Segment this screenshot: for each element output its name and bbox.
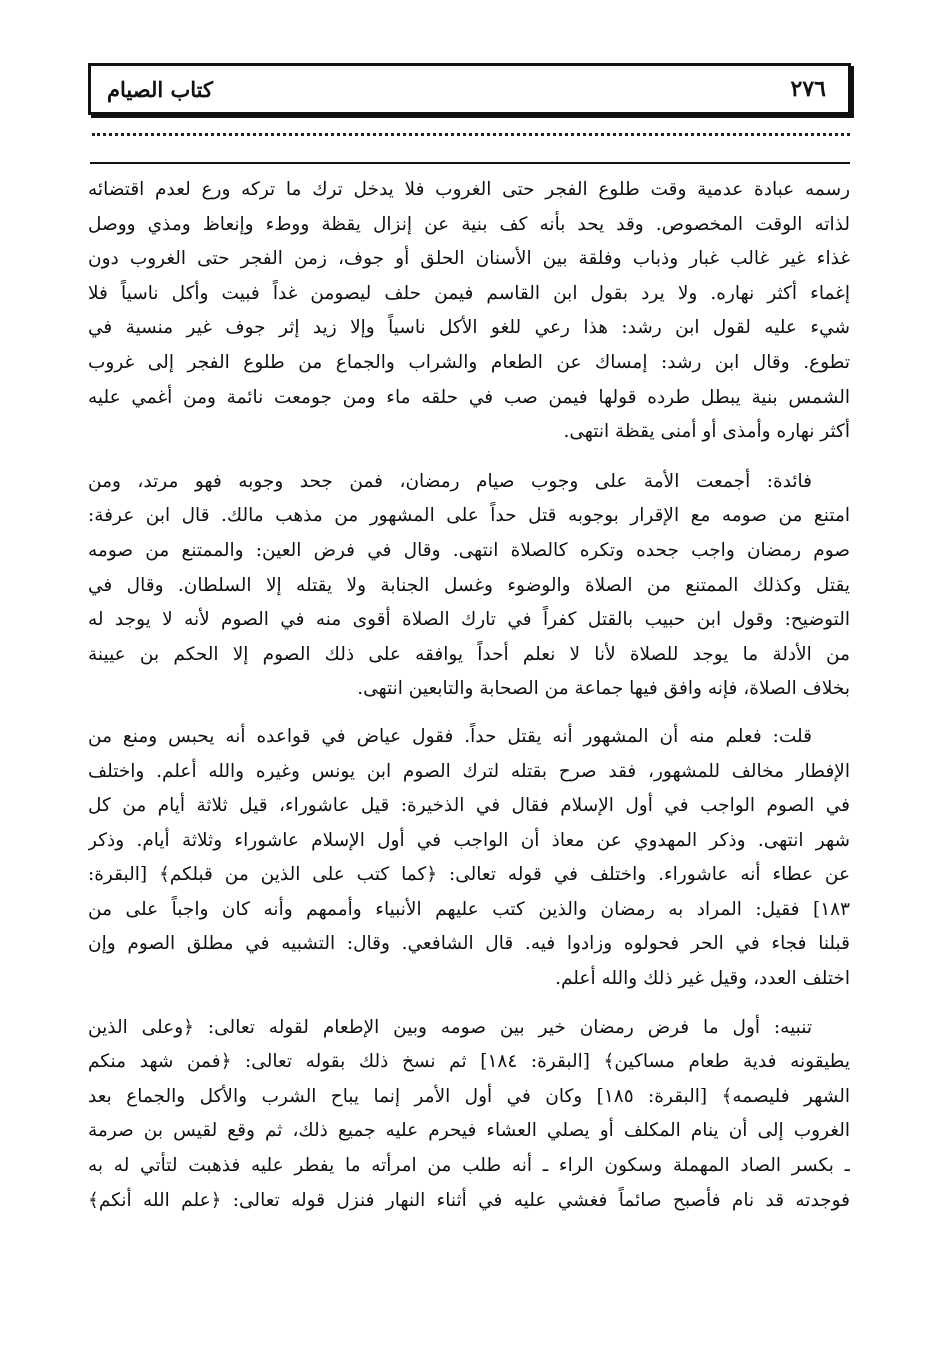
- text-line: الغروب إلى أن ينام المكلف أو يصلي العشاء فيحرم عليه جميع ذلك، ثم وقع لقيس بن صرمة: [88, 1120, 850, 1142]
- text-line: من الأدلة ما يوجد للصلاة لأنا لا نعلم أحداً يوافقه على ذلك الصوم إلا الحكم بن عيينة: [88, 643, 850, 665]
- text-line: غذاء غير غالب غبار وذباب وفلقة بين الأسنان الحلق أو جوف، زمن الفجر حتى الغروب دون: [88, 248, 850, 270]
- paragraph-definition: [88, 173, 850, 450]
- header-rule: [90, 162, 850, 164]
- paragraph-qultu: [88, 720, 850, 997]
- text-line: رسمه عبادة عدمية وقت طلوع الفجر حتى الغروب فلا يدخل ترك ما تركه ورع لعدم اقتضائه: [88, 179, 850, 200]
- dotted-separator: [92, 133, 850, 136]
- text-line: يقتل وكذلك الممتنع من الصلاة والوضوء وغسل الجنابة ولا يقتله إلا السلطان. وقال في: [88, 574, 850, 596]
- text-line: اختلف العدد، وقيل غير ذلك والله أعلم.: [555, 968, 850, 990]
- text-line: ١٨٣] فقيل: المراد به رمضان والذين كتب عليهم الأنبياء وأممهم وأنه كان واجباً على من: [88, 898, 850, 920]
- text-line: الشهر فليصمه﴾ [البقرة: ١٨٥] وكان في أول الأمر إنما يباح الشرب والأكل والجماع بعد: [88, 1085, 850, 1107]
- text-line: الشمس بنية يبطل طرده قولها فيمن صب في حلقه ماء ومن جومعت نائمة ومن أغمي عليه: [88, 386, 850, 408]
- paragraph-faida: [88, 465, 850, 707]
- text-line: صوم رمضان واجب جحده وتكره كالصلاة انتهى. وقال في فرض العين: والممتنع من صومه: [88, 539, 850, 561]
- text-line: التوضيح: وقول ابن حبيب بالقتل كفراً في تارك الصلاة أقوى منه في الصوم لأنه لا يوجد له: [88, 609, 850, 631]
- text-line: شهر انتهى. وذكر المهدوي عن معاذ أن الواجب في أول الإسلام عاشوراء وثلاثة أيام. وذكر: [88, 829, 850, 851]
- text-line: فائدة: أجمعت الأمة على وجوب صيام رمضان، فمن جحد وجوبه فهو مرتد، ومن: [88, 470, 812, 492]
- text-line: امتنع من صومه مع الإقرار بوجوبه قتل حداً على المشهور من مذهب مالك. قال ابن عرفة:: [88, 505, 850, 527]
- page-number: ٢٧٦: [790, 76, 826, 102]
- text-line: يطيقونه فدية طعام مساكين﴾ [البقرة: ١٨٤] ثم نسخ ذلك بقوله تعالى: ﴿فمن شهد منكم: [88, 1051, 850, 1073]
- paragraph-tanbih: [88, 1011, 850, 1219]
- text-line: إغماء أكثر نهاره. ولا يرد بقول ابن القاسم فيمن حلف ليصومن غداً فبيت وأكل ناسياً فلا: [88, 282, 850, 304]
- text-line: الإفطار مخالف للمشهور، فقد صرح بقتله لترك الصوم ابن يونس وغيره والله أعلم. واختلف: [88, 760, 850, 782]
- text-line: قبلنا فجاء في الحر فحولوه وزادوا فيه. قال الشافعي. وقال: التشبيه في مطلق الصوم وإن: [88, 933, 850, 955]
- page-header: [88, 63, 851, 115]
- text-line: ـ بكسر الصاد المهملة وسكون الراء ـ أنه طلب من امرأته ما يفطر عليه فذهبت لتأتي له به: [88, 1155, 850, 1177]
- text-line: لذاته الوقت المخصوص. وقد يحد بأنه كف بنية عن إنزال يقظة ووطء وإنعاظ ومذي ووصل: [88, 213, 850, 235]
- book-title: كتاب الصيام: [107, 76, 213, 102]
- text-line: عن عطاء أنه عاشوراء. واختلف في قوله تعالى: ﴿كما كتب على الذين من قبلكم﴾ [البقرة:: [88, 864, 850, 886]
- text-line: شيء عليه لقول ابن رشد: هذا رعي للغو الأكل ناسياً وإلا زيد إثر جوف غير منسية في: [88, 317, 850, 339]
- text-line: قلت: فعلم منه أن المشهور أنه يقتل حداً. فقول عياض في قواعده أنه يحبس ومنع من: [88, 725, 812, 747]
- main-text: [88, 173, 850, 1218]
- text-line: تنبيه: أول ما فرض رمضان خير بين صومه وبين الإطعام لقوله تعالى: ﴿وعلى الذين: [88, 1016, 812, 1038]
- text-line: تطوع. وقال ابن رشد: إمساك عن الطعام والشراب والجماع من طلوع الفجر إلى غروب: [88, 351, 850, 373]
- text-line: أكثر نهاره وأمذى أو أمنى يقظة انتهى.: [563, 421, 850, 443]
- text-line: فوجدته قد نام فأصبح صائماً فغشي عليه في أثناء النهار فنزل قوله تعالى: ﴿علم الله أنكم﴾: [88, 1189, 850, 1211]
- text-line: في الصوم الواجب في أول الإسلام فقال في الذخيرة: قيل عاشوراء، قيل ثلاثة أيام من كل: [88, 795, 850, 817]
- text-line: بخلاف الصلاة، فإنه وافق فيها جماعة من الصحابة والتابعين انتهى.: [357, 678, 850, 700]
